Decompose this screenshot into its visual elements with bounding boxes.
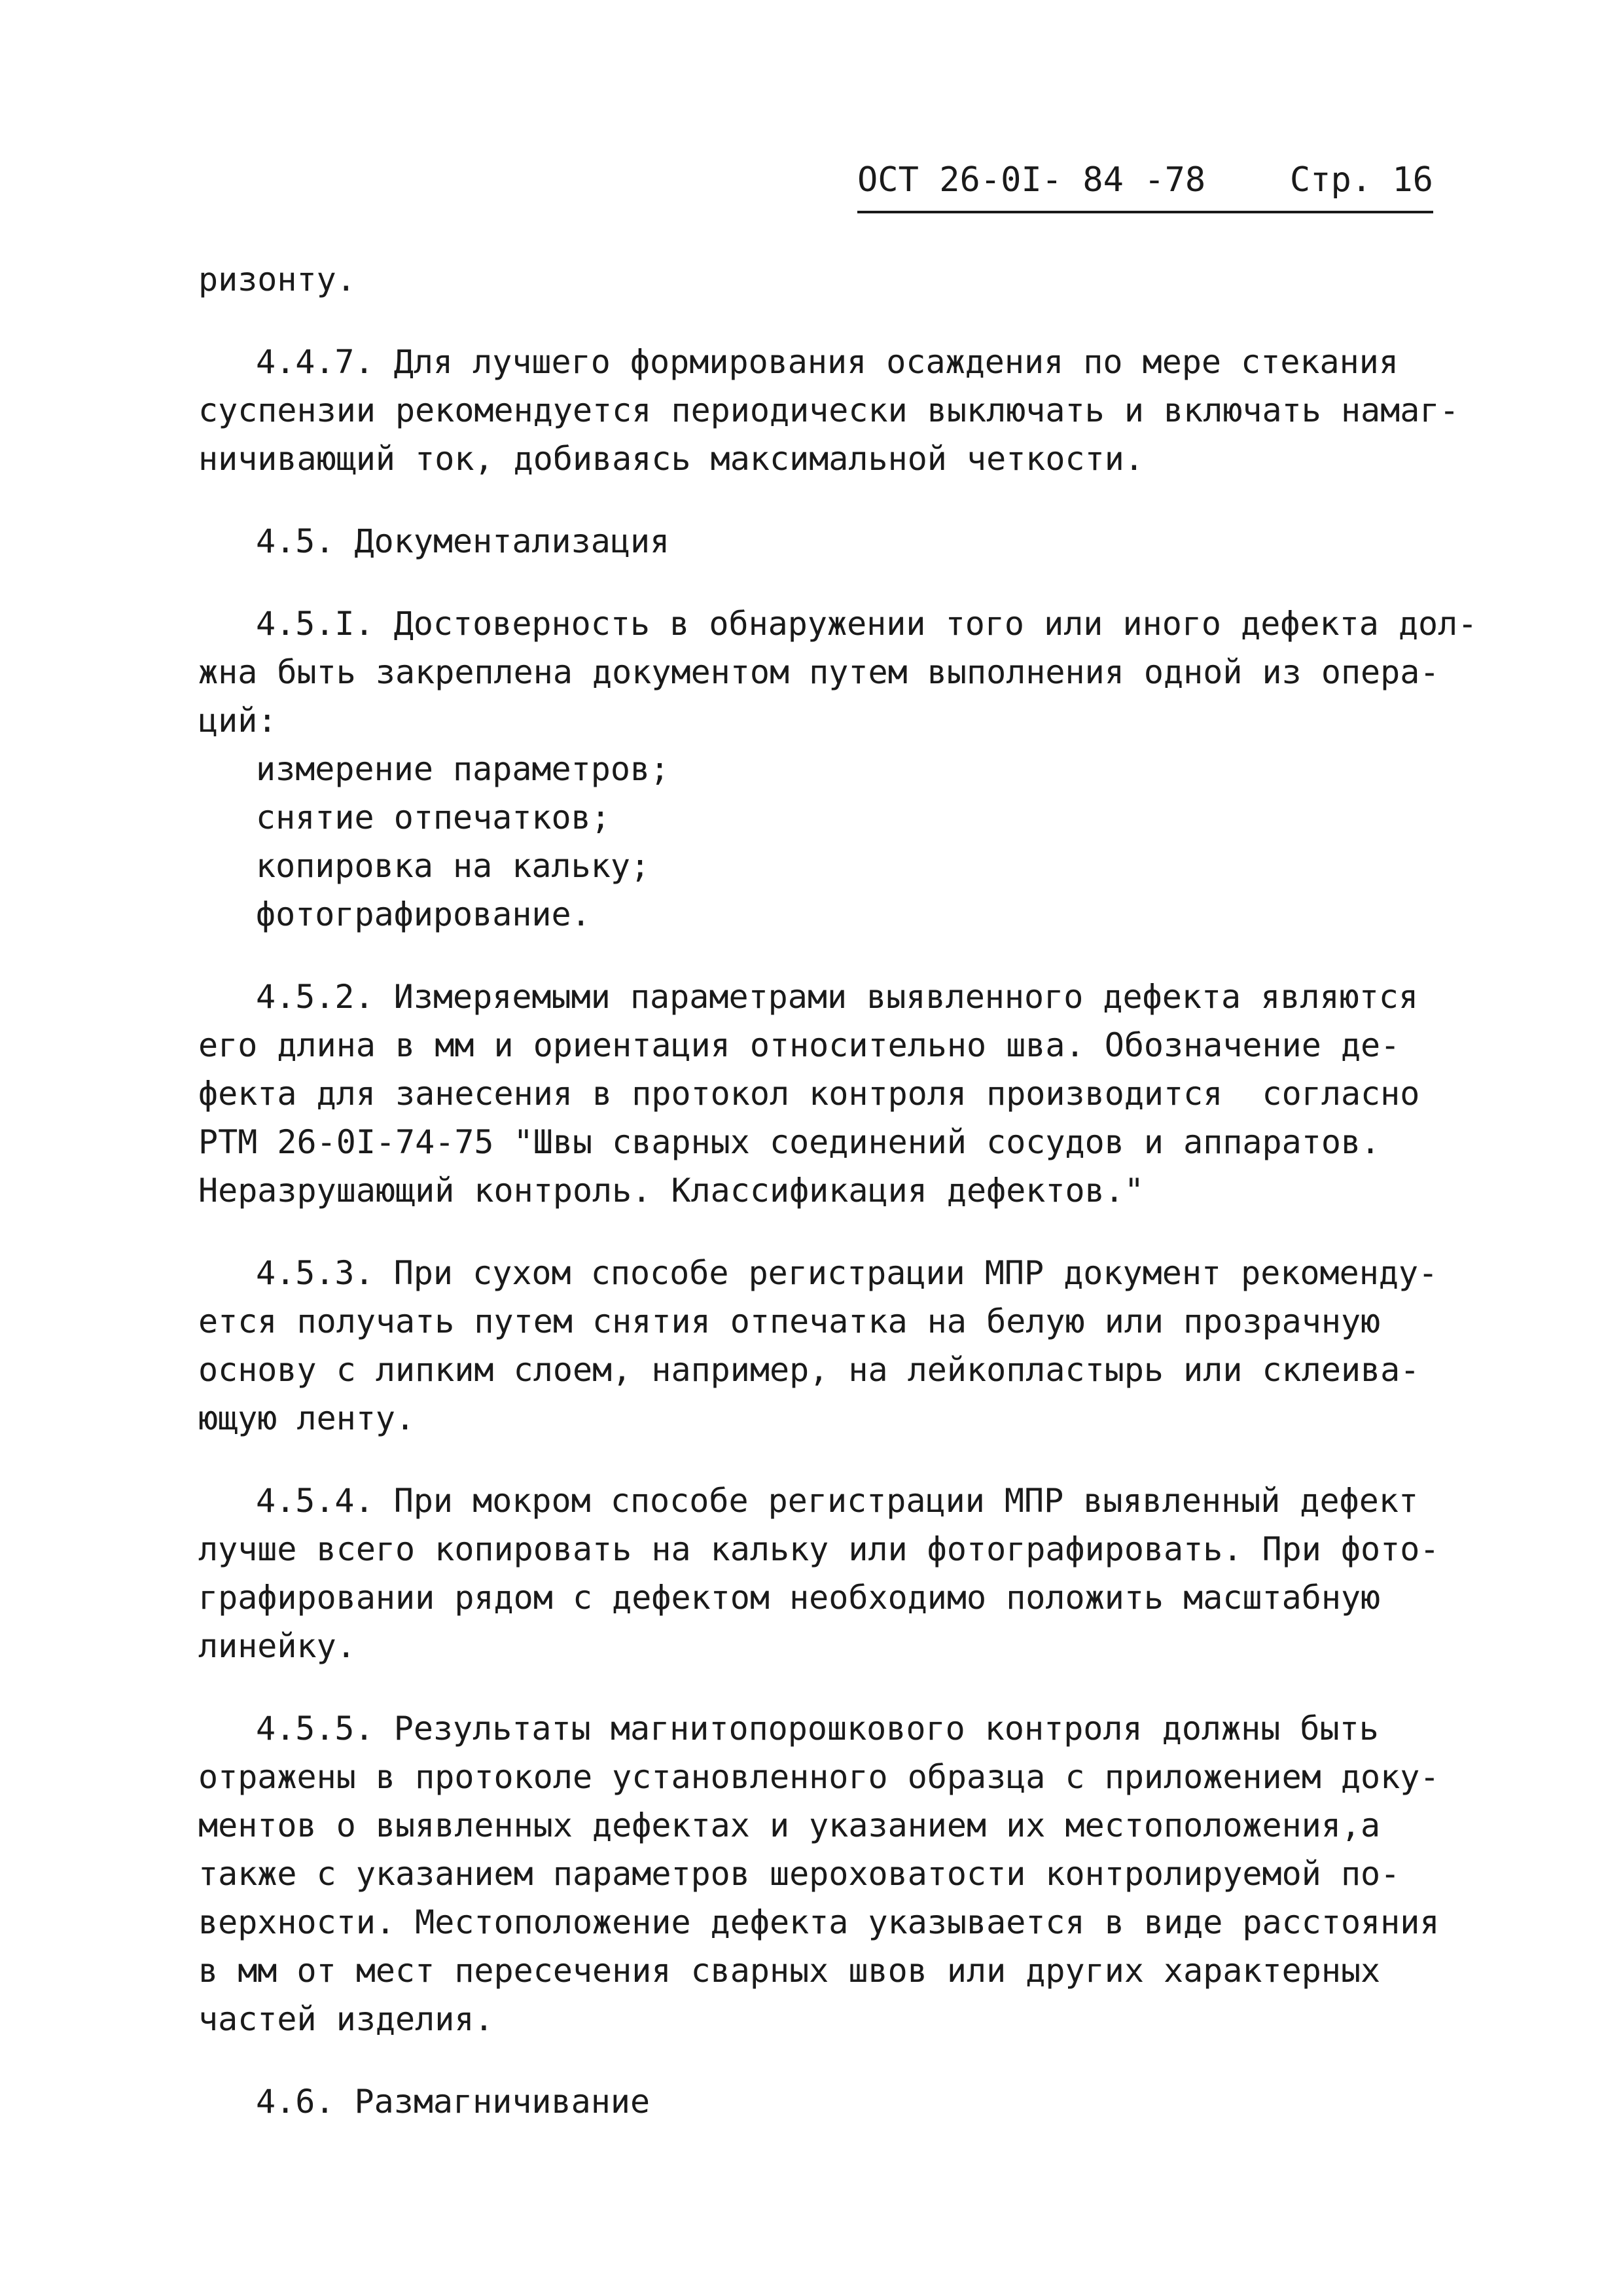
page-header xyxy=(857,154,1433,206)
document-body xyxy=(198,255,1507,2126)
clause-4-5-2: 4.5.2. Измеряемыми параметрами выявленного дефекта являются xyxy=(256,978,1419,1016)
text-line: верхности. Местоположение дефекта указывается в виде расстояния xyxy=(198,1903,1440,1941)
list-item: снятие отпечатков; xyxy=(256,798,611,836)
clause-4-5-4: 4.5.4. При мокром способе регистрации МПР выявленный дефект xyxy=(256,1482,1419,1520)
section-heading-4-6: 4.6. Размагничивание xyxy=(256,2083,651,2121)
text-line: жна быть закреплена документом путем выполнения одной из опера- xyxy=(198,653,1440,691)
clause-4-5-3: 4.5.3. При сухом способе регистрации МПР документ рекоменду- xyxy=(256,1254,1438,1292)
text-line: ется получать путем снятия отпечатка на белую или прозрачную xyxy=(198,1302,1381,1340)
text-line: ций: xyxy=(198,702,277,740)
list-item: фотографирование. xyxy=(256,895,591,933)
text-line: частей изделия. xyxy=(198,2000,494,2038)
text-line: суспензии рекомендуется периодически выключать и включать намаг- xyxy=(198,391,1459,429)
text-line: ющую ленту. xyxy=(198,1399,416,1437)
text-line: основу с липким слоем, например, на лейкопластырь или склеива- xyxy=(198,1351,1420,1389)
text-line: ментов о выявленных дефектах и указанием их местоположения,а xyxy=(198,1806,1381,1844)
list-item: копировка на кальку; xyxy=(256,847,651,885)
text-line: линейку. xyxy=(198,1627,356,1665)
text-line: РТМ 26-0I-74-75 "Швы сварных соединений сосудов и аппаратов. xyxy=(198,1123,1381,1161)
text-line: в мм от мест пересечения сварных швов или других характерных xyxy=(198,1952,1381,1990)
page-number: Стр. 16 xyxy=(1289,160,1433,200)
text-line: графировании рядом с дефектом необходимо положить масштабную xyxy=(198,1579,1381,1617)
text-line: фекта для занесения в протокол контроля производится согласно xyxy=(198,1075,1420,1113)
text-line: Неразрушающий контроль. Классификация дефектов." xyxy=(198,1172,1144,1210)
clause-4-5-1: 4.5.I. Достоверность в обнаружении того или иного дефекта дол- xyxy=(256,605,1478,643)
text-line: ризонту. xyxy=(198,260,356,298)
text-line: его длина в мм и ориентация относительно шва. Обозначение де- xyxy=(198,1026,1400,1064)
text-line: также с указанием параметров шероховатости контролируемой по- xyxy=(198,1855,1400,1893)
text-line: лучше всего копировать на кальку или фотографировать. При фото- xyxy=(198,1530,1440,1568)
text-line: ничивающий ток, добиваясь максимальной четкости. xyxy=(198,440,1144,478)
clause-4-5-5: 4.5.5. Результаты магнитопорошкового контроля должны быть xyxy=(256,1710,1379,1748)
section-heading-4-5: 4.5. Документализация xyxy=(256,522,670,560)
list-item: измерение параметров; xyxy=(256,750,670,788)
document-code: ОСТ 26-0I- 84 -78 xyxy=(857,160,1206,200)
header-underline xyxy=(857,211,1433,213)
text-line: отражены в протоколе установленного образца с приложением доку- xyxy=(198,1758,1440,1796)
clause-4-4-7: 4.4.7. Для лучшего формирования осаждения по мере стекания xyxy=(256,343,1399,381)
